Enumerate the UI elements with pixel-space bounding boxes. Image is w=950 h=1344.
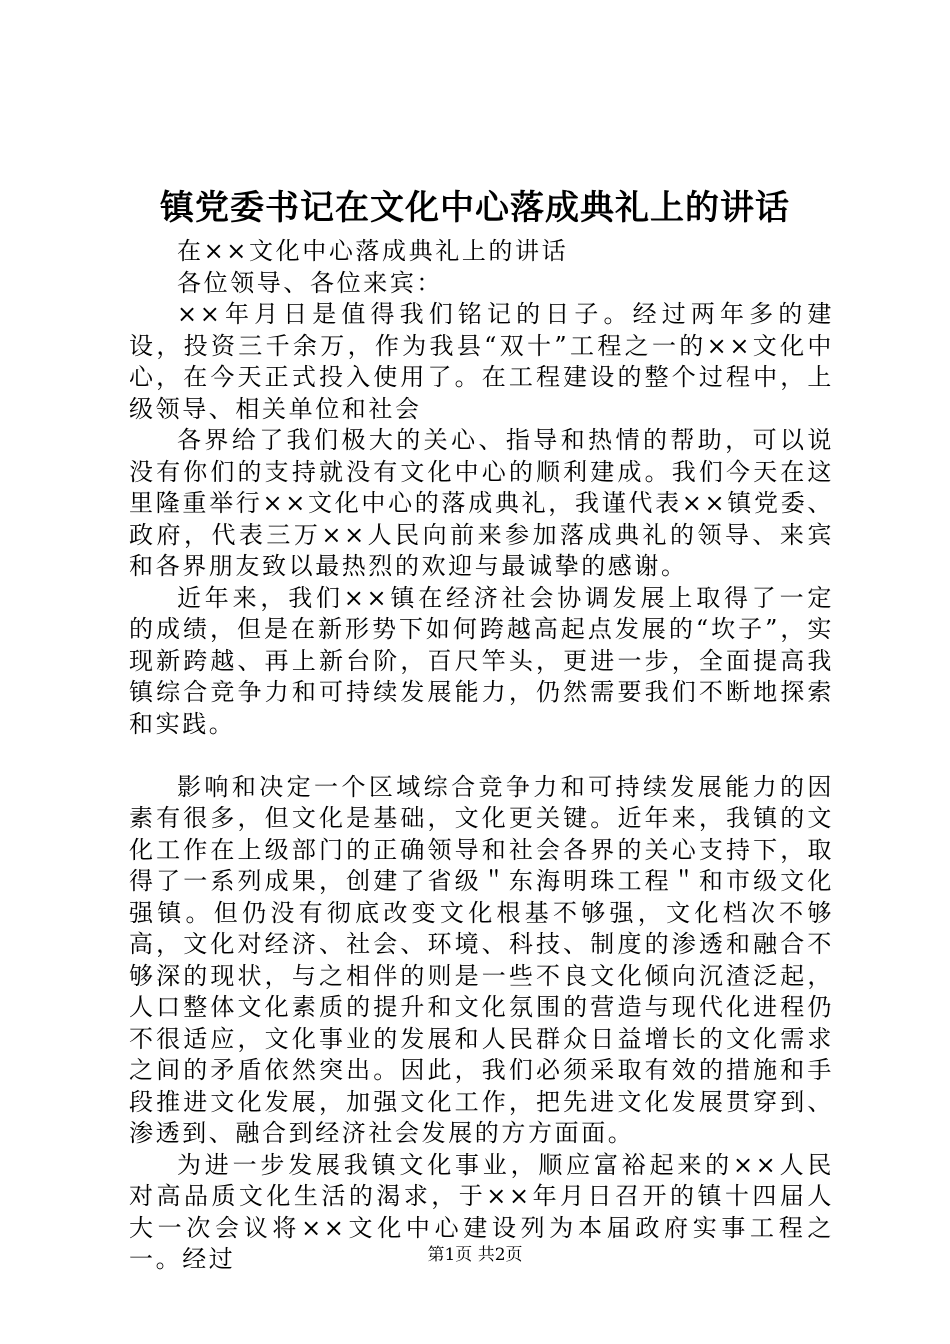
paragraph: 各界给了我们极大的关心、指导和热情的帮助，可以说没有你们的支持就没有文化中心的顺利建成。我们今天在这里隆重举行××文化中心的落成典礼，我谨代表××镇党委、政府，代表三万××人民向前来参加落成典礼的领导、来宾和各界朋友致以最热烈的欢迎与最诚挚的感谢。 xyxy=(129,426,834,580)
document-title: 镇党委书记在文化中心落成典礼上的讲话 xyxy=(160,188,790,228)
paragraph: 近年来，我们××镇在经济社会协调发展上取得了一定的成绩，但是在新形势下如何跨越高起点发展的“坎子”，实现新跨越、再上新台阶，百尺竿头，更进一步，全面提高我镇综合竞争力和可持续发展能力，仍然需要我们不断地探索和实践。 xyxy=(129,583,834,738)
page-number: 第1页 共2页 xyxy=(427,1245,523,1265)
paragraph: 影响和决定一个区域综合竞争力和可持续发展能力的因素有很多，但文化是基础，文化更关键。近年来，我镇的文化工作在上级部门的正确领导和社会各界的关心支持下，取得了一系列成果，创建了省级＂东海明珠工程＂和市级文化强镇。但仍没有彻底改变文化根基不够强，文化档次不够高，文化对经济、社会、环境、科技、制度的渗透和融合不够深的现状，与之相伴的则是一些不良文化倾向沉渣泛起，人口整体文化素质的提升和文化氛围的营造与现代化进程仍不很适应，文化事业的发展和人民群众日益增长的文化需求之间的矛盾依然突出。因此，我们必须采取有效的措施和手段推进文化发展，加强文化工作，把先进文化发展贯穿到、渗透到、融合到经济社会发展的方方面面。 xyxy=(129,772,834,1147)
paragraph: ××年月日是值得我们铭记的日子。经过两年多的建设，投资三千余万，作为我县“双十”工程之一的××文化中心，在今天正式投入使用了。在工程建设的整个过程中，上级领导、相关单位和社会 xyxy=(129,300,834,423)
speech-heading: 在××文化中心落成典礼上的讲话 xyxy=(177,237,569,265)
salutation: 各位领导、各位来宾： xyxy=(177,268,443,297)
paragraph: 为进一步发展我镇文化事业，顺应富裕起来的××人民对高品质文化生活的渴求，于××年月日召开的镇十四届人大一次会议将××文化中心建设列为本届政府实事工程之一。经过 xyxy=(129,1150,834,1273)
document-body xyxy=(129,236,834,1276)
